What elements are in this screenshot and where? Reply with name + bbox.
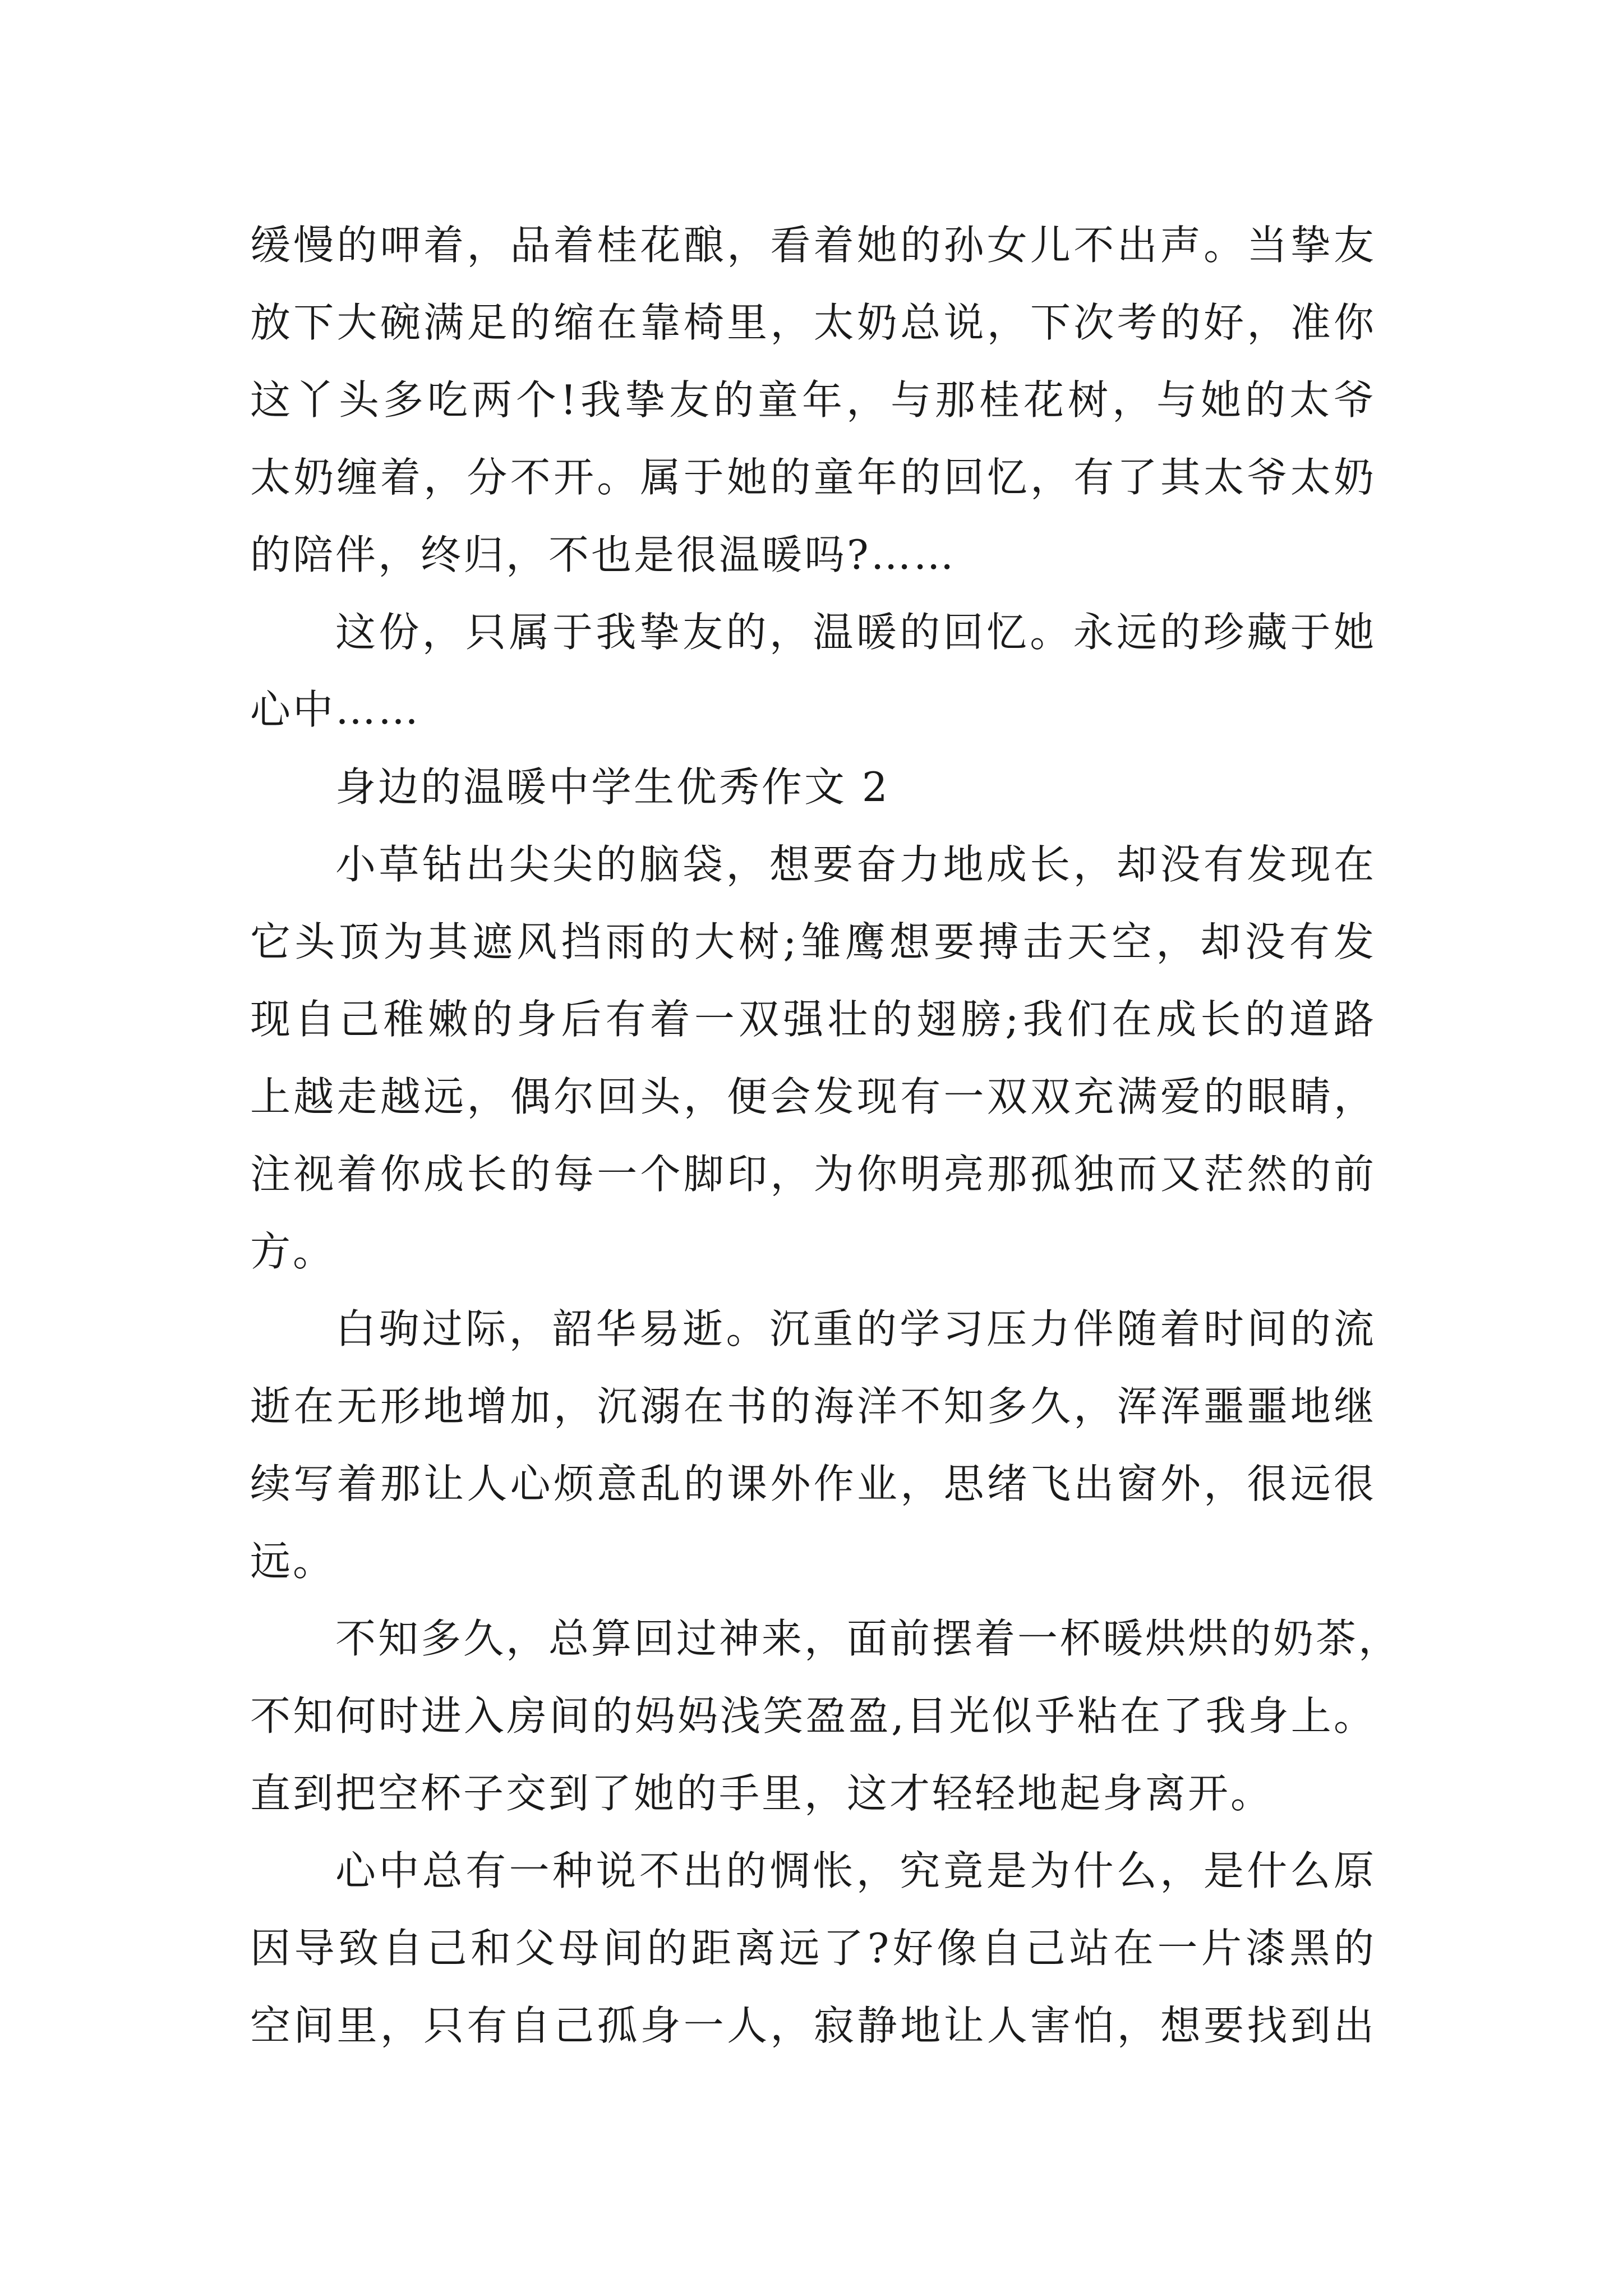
paragraph-4 [250,1290,1376,1600]
text-line: 它头顶为其遮风挡雨的大树;雏鹰想要搏击天空，却没有发 [250,918,1376,965]
text-line: 小草钻出尖尖的脑袋，想要奋力地成长，却没有发现在 [335,841,1376,888]
essay-body [250,206,1401,2064]
paragraph-5 [250,1600,1401,1832]
text-line: 现自己稚嫩的身后有着一双强壮的翅膀;我们在成长的道路 [250,996,1376,1043]
text-line: 心中总有一种说不出的惆怅，究竟是为什么，是什么原 [335,1847,1376,1894]
text-line: 白驹过际，韶华易逝。沉重的学习压力伴随着时间的流 [335,1305,1376,1352]
text-line: 放下大碗满足的缩在靠椅里，太奶总说，下次考的好，准你 [250,299,1376,346]
paragraph-6 [250,1832,1376,2064]
text-line: 不知多久，总算回过神来，面前摆着一杯暖烘烘的奶茶， [335,1615,1401,1662]
essay-title [250,748,1376,826]
text-line: 这丫头多吃两个!我挚友的童年，与那桂花树，与她的太爷 [250,376,1376,424]
section-heading: 身边的温暖中学生优秀作文 2 [335,763,890,811]
text-line: 缓慢的呷着，品着桂花酿，看着她的孙女儿不出声。当挚友 [250,222,1376,269]
text-line: 这份，只属于我挚友的，温暖的回忆。永远的珍藏于她 [335,609,1376,656]
text-line: 续写着那让人心烦意乱的课外作业，思绪飞出窗外，很远很 [250,1460,1376,1507]
text-line: 太奶缠着，分不开。属于她的童年的回忆，有了其太爷太奶 [250,454,1376,501]
text-line: 注视着你成长的每一个脚印，为你明亮那孤独而又茫然的前 [250,1151,1376,1198]
text-line: 逝在无形地增加，沉溺在书的海洋不知多久，浑浑噩噩地继 [250,1383,1376,1430]
text-line: 方。 [250,1228,336,1275]
paragraph-2 [250,593,1376,748]
text-line: 远。 [250,1538,336,1585]
text-line: 直到把空杯子交到了她的手里，这才轻轻地起身离开。 [250,1770,1274,1817]
text-line: 心中…… [250,686,421,733]
text-line: 因导致自己和父母间的距离远了?好像自己站在一片漆黑的 [250,1925,1376,1972]
paragraph-1 [250,206,1376,593]
text-line: 空间里，只有自己孤身一人，寂静地让人害怕，想要找到出 [250,2002,1376,2049]
text-line: 上越走越远，偶尔回头，便会发现有一双双充满爱的眼睛， [250,1073,1376,1120]
paragraph-3 [250,826,1376,1290]
text-line: 不知何时进入房间的妈妈浅笑盈盈,目光似乎粘在了我身上。 [250,1692,1376,1740]
text-line: 的陪伴，终归，不也是很温暖吗?…… [250,531,956,578]
